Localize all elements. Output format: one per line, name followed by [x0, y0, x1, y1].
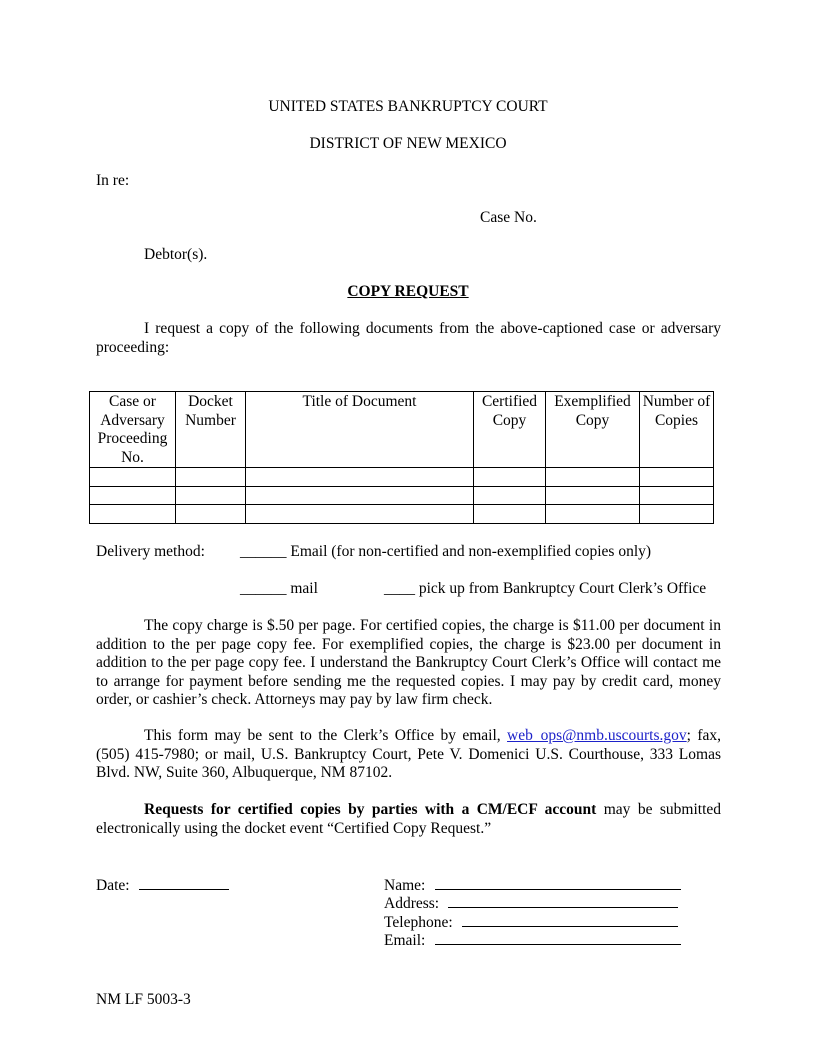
table-cell[interactable] [546, 468, 640, 487]
case-number-label: Case No. [480, 209, 537, 226]
telephone-input-line[interactable] [462, 912, 678, 927]
form-number-footer: NM LF 5003-3 [96, 991, 191, 1008]
date-field [96, 875, 229, 895]
column-header: Title of Document [246, 392, 474, 468]
name-field [384, 875, 681, 895]
table-cell[interactable] [474, 486, 546, 505]
intro-paragraph: I request a copy of the following documents from the above-captioned case or adversary proceeding: [96, 320, 721, 356]
date-label: Date: [96, 877, 130, 894]
address-input-line[interactable] [448, 893, 678, 908]
table-cell[interactable] [474, 468, 546, 487]
form-title: COPY REQUEST [347, 283, 469, 300]
debtors-label: Debtor(s). [144, 246, 208, 263]
table-cell[interactable] [640, 486, 714, 505]
mail-option-label: mail [290, 580, 318, 597]
table-cell[interactable] [546, 505, 640, 524]
table-cell[interactable] [176, 505, 246, 524]
in-re-label: In re: [96, 172, 130, 189]
table-cell[interactable] [176, 468, 246, 487]
table-row [90, 468, 714, 487]
mail-blank[interactable]: ______ [240, 580, 287, 597]
send-paragraph: This form may be sent to the Clerk’s Office by email, web_ops@nmb.uscourts.gov; fax, (505) 415-7980; or mail, U.S. Bankruptcy Court, Pete V. Domenici U.S. Courthouse, 333 Lomas Blvd. NW, Suite 360, Albuquerque, NM 87102. [96, 727, 721, 782]
telephone-label: Telephone: [384, 914, 453, 931]
table-cell[interactable] [246, 505, 474, 524]
table-cell[interactable] [246, 486, 474, 505]
table-cell[interactable] [90, 486, 176, 505]
district-name: DISTRICT OF NEW MEXICO [309, 135, 507, 152]
delivery-pickup-option[interactable] [384, 580, 706, 598]
court-name: UNITED STATES BANKRUPTCY COURT [268, 98, 548, 115]
pickup-option-label: pick up from Bankruptcy Court Clerk’s Office [418, 580, 707, 597]
table-cell[interactable] [90, 468, 176, 487]
name-input-line[interactable] [435, 875, 681, 890]
email-field [384, 930, 681, 950]
delivery-email-option[interactable] [240, 543, 651, 561]
table-header-row [90, 392, 714, 468]
name-label: Name: [384, 877, 426, 894]
table-cell[interactable] [176, 486, 246, 505]
column-header: Certified Copy [474, 392, 546, 468]
telephone-field [384, 912, 678, 932]
charge-paragraph: The copy charge is $.50 per page. For certified copies, the charge is $11.00 per document in addition to the per page copy fee. For exemplified copies, the charge is $23.00 per document in addition to the per page copy fee. I understand the Bankruptcy Court Clerk’s Office will contact me to arrange for payment before sending me the requested copies. I may pay by credit card, money order, or cashier’s check. Attorneys may pay by law firm check. [96, 617, 721, 709]
table-cell[interactable] [546, 486, 640, 505]
table-cell[interactable] [90, 505, 176, 524]
table-cell[interactable] [640, 468, 714, 487]
date-input-line[interactable] [139, 875, 229, 890]
documents-table [89, 391, 714, 524]
table-row [90, 486, 714, 505]
table-cell[interactable] [474, 505, 546, 524]
column-header: Docket Number [176, 392, 246, 468]
email-label: Email: [384, 932, 426, 949]
ecf-paragraph: Requests for certified copies by parties with a CM/ECF account may be submitted electronically using the docket event “Certified Copy Request.” [96, 801, 721, 837]
table-row [90, 505, 714, 524]
email-option-label: Email (for non-certified and non-exemplified copies only) [290, 543, 652, 560]
delivery-mail-option[interactable] [240, 580, 318, 598]
email-input-line[interactable] [435, 930, 681, 945]
table-cell[interactable] [640, 505, 714, 524]
address-field [384, 893, 678, 913]
pickup-blank[interactable]: ____ [384, 580, 415, 597]
clerk-email-link[interactable]: web_ops@nmb.uscourts.gov [507, 727, 687, 744]
delivery-method-label: Delivery method: [96, 543, 205, 560]
address-label: Address: [384, 895, 440, 912]
table-cell[interactable] [246, 468, 474, 487]
column-header: Exemplified Copy [546, 392, 640, 468]
column-header: Case or Adversary Proceeding No. [90, 392, 176, 468]
column-header: Number of Copies [640, 392, 714, 468]
email-blank[interactable]: ______ [240, 543, 287, 560]
